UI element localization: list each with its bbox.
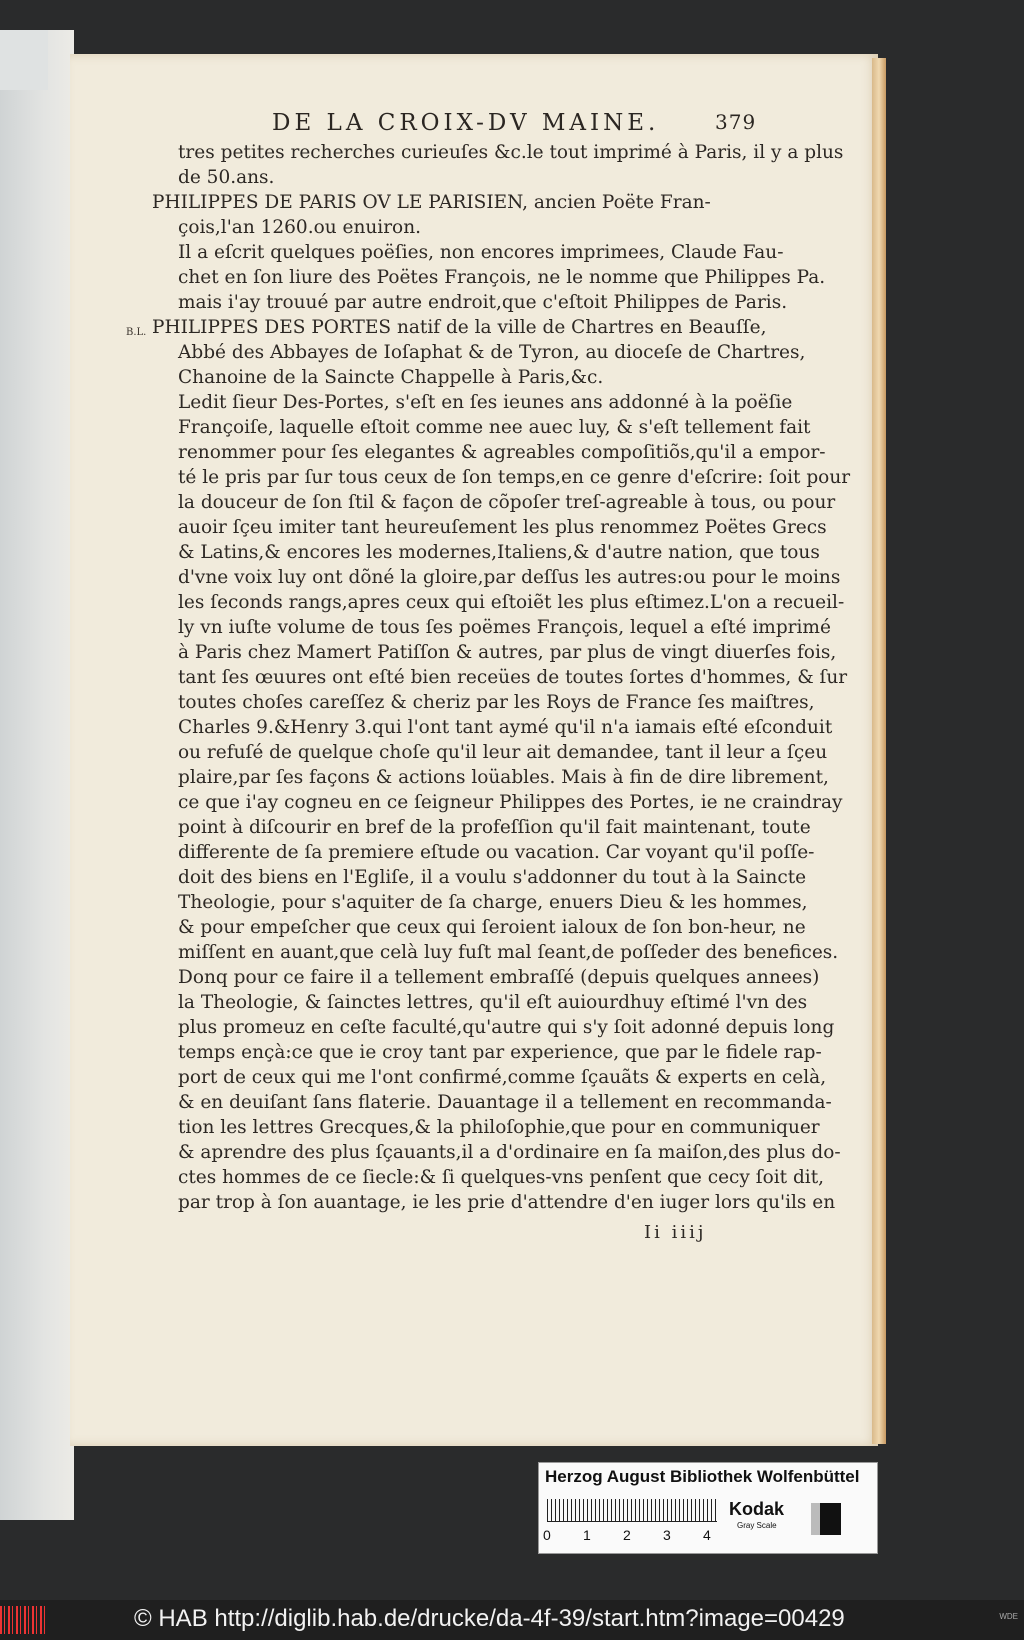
text-line: toutes choſes careſſez & cheriz par les Roys de France ſes maiſtres,	[178, 692, 815, 713]
text-line: ce que i'ay cogneu en ce ſeigneur Philippes des Portes, ie ne craindray	[178, 792, 843, 813]
text-line: Charles 9.&Henry 3.qui l'ont tant aymé qu'il n'a iamais eſté eſconduit	[178, 717, 833, 738]
text-line: plaire,par ſes façons & actions loüables. Mais à fin de dire librement,	[178, 767, 829, 788]
text-line: & Latins,& encores les modernes,Italiens,& d'autre nation, que tous	[178, 542, 820, 563]
ruler-number: 0	[543, 1527, 551, 1543]
text-line: & pour empeſcher que ceux qui ſeroient ialoux de ſon bon-heur, ne	[178, 917, 806, 938]
library-name: Herzog August Bibliothek Wolfenbüttel	[545, 1467, 860, 1486]
text-line: la Theologie, & ſainctes lettres, qu'il eſt auiourdhuy eſtimé l'vn des	[178, 992, 808, 1013]
text-line: miſſent en auant,que celà luy fuſt mal ſeant,de poſſeder des benefices.	[178, 942, 839, 963]
ruler-number: 4	[703, 1527, 711, 1543]
ruler-number: 1	[583, 1527, 591, 1543]
text-line: point à diſcourir en bref de la profeſſion qu'il fait maintenant, toute	[178, 817, 811, 838]
margin-note: B.L.	[126, 327, 147, 338]
scale-ruler	[547, 1499, 717, 1522]
text-line: doit des biens en l'Egliſe, il a voulu s'addonner du tout à la Saincte	[178, 867, 807, 888]
body-text	[150, 140, 851, 1215]
text-line: chet en ſon liure des Poëtes François, ne le nomme que Philippes Pa.	[178, 267, 826, 288]
text-line: & aprendre des plus ſçauants,il a d'ordinaire en ſa maiſon,des plus do-	[178, 1142, 841, 1163]
text-line: renommer pour ſes elegantes & agreables compoſitiõs,qu'il a empor-	[178, 442, 826, 463]
gray-scale-label: Gray Scale	[737, 1521, 777, 1530]
text-line: Il a eſcrit quelques poëſies, non encores imprimees, Claude Fau-	[178, 242, 784, 263]
text-line: de 50.ans.	[178, 167, 275, 188]
text-line: mais i'ay trouué par autre endroit,que c'eſtoit Philippes de Paris.	[178, 292, 788, 313]
text-line: Françoiſe, laquelle eſtoit comme nee auec luy, & s'eſt tellement fait	[178, 417, 811, 438]
text-line: auoir ſçeu imiter tant heureuſement les plus renommez Poëtes Grecs	[178, 517, 827, 538]
text-line: temps ençà:ce que ie croy tant par experience, que par le fidele rap-	[178, 1042, 822, 1063]
running-header	[250, 110, 770, 142]
text-line: Chanoine de la Saincte Chappelle à Paris,&c.	[178, 367, 604, 388]
text-line: ou refuſé de quelque choſe qu'il leur ait demandee, tant il leur a ſçeu	[178, 742, 828, 763]
text-line: tion les lettres Grecques,& la philoſophie,que pour en communiquer	[178, 1117, 820, 1138]
barcode-icon	[0, 1606, 46, 1634]
text-line: tres petites recherches curieuſes &c.le tout imprimé à Paris, il y a plus	[178, 142, 844, 163]
color-target-card	[538, 1462, 878, 1554]
text-line: tant ſes œuures ont eſté bien receües de toutes ſortes d'hommes, & ſur	[178, 667, 848, 688]
text-line: Abbé des Abbayes de Ioſaphat & de Tyron, au dioceſe de Chartres,	[178, 342, 806, 363]
left-page-corner	[0, 30, 48, 90]
text-line: les ſeconds rangs,apres ceux qui eſtoiẽt les plus eſtimez.L'on a recueil-	[178, 592, 845, 613]
ruler-number: 3	[663, 1527, 671, 1543]
kodak-logo: Kodak	[729, 1499, 785, 1519]
text-line: à Paris chez Mamert Patiſſon & autres, par plus de vingt diuerſes fois,	[178, 642, 837, 663]
text-line: differente de ſa premiere eſtude ou vacation. Car voyant qu'il poſſe-	[178, 842, 815, 863]
left-page-strip	[0, 30, 74, 1520]
text-line: d'vne voix luy ont dõné la gloire,par deſſus les autres:ou pour le moins	[178, 567, 841, 588]
text-line: & en deuiſant ſans flaterie. Dauantage il a tellement en recommanda-	[178, 1092, 832, 1113]
entry-heading: PHILIPPES DE PARIS OV LE PARISIEN, ancien Poëte Fran-	[152, 192, 711, 213]
footer-tiny-label: WDE	[999, 1612, 1018, 1621]
text-line: ctes hommes de ce ſiecle:& ſi quelques-vns penſent que cecy ſoit dit,	[178, 1167, 825, 1188]
text-line: Theologie, pour s'aquiter de ſa charge, enuers Dieu & les hommes,	[178, 892, 808, 913]
text-line: té le pris par ſur tous ceux de ſon temps,en ce genre d'eſcrire: ſoit pour	[178, 467, 851, 488]
ruler-number: 2	[623, 1527, 631, 1543]
text-line: port de ceux qui me l'ont confirmé,comme ſçauãts & experts en celà,	[178, 1067, 827, 1088]
text-line: par trop à ſon auantage, ie les prie d'attendre d'en iuger lors qu'ils en	[178, 1192, 836, 1213]
text-line: Donq pour ce faire il a tellement embraſſé (depuis quelques annees)	[178, 967, 820, 988]
header-title: DE LA CROIX-DV MAINE.	[272, 110, 660, 136]
footer-bar	[0, 1600, 1024, 1640]
text-line: ly vn iuſte volume de tous ſes poëmes François, lequel a eſté imprimé	[178, 617, 831, 638]
text-line: plus promeuz en ceſte faculté,qu'autre qui s'y ſoit adonné depuis long	[178, 1017, 835, 1038]
gray-patch	[811, 1503, 841, 1535]
entry-heading: PHILIPPES DES PORTES natif de la ville de Chartres en Beauſſe,	[152, 317, 767, 338]
page-edge	[872, 58, 886, 1444]
page-number: 379	[715, 110, 757, 134]
signature-mark: Ii iiij	[644, 1222, 707, 1243]
copyright-url[interactable]: © HAB http://diglib.hab.de/drucke/da-4f-39/start.htm?image=00429	[134, 1605, 845, 1632]
text-line: la douceur de ſon ſtil & façon de cõpoſer treſ-agreable à tous, ou pour	[178, 492, 836, 513]
text-line: çois,l'an 1260.ou enuiron.	[178, 217, 421, 238]
text-line: Ledit ſieur Des-Portes, s'eſt en ſes ieunes ans addonné à la poëſie	[178, 392, 793, 413]
